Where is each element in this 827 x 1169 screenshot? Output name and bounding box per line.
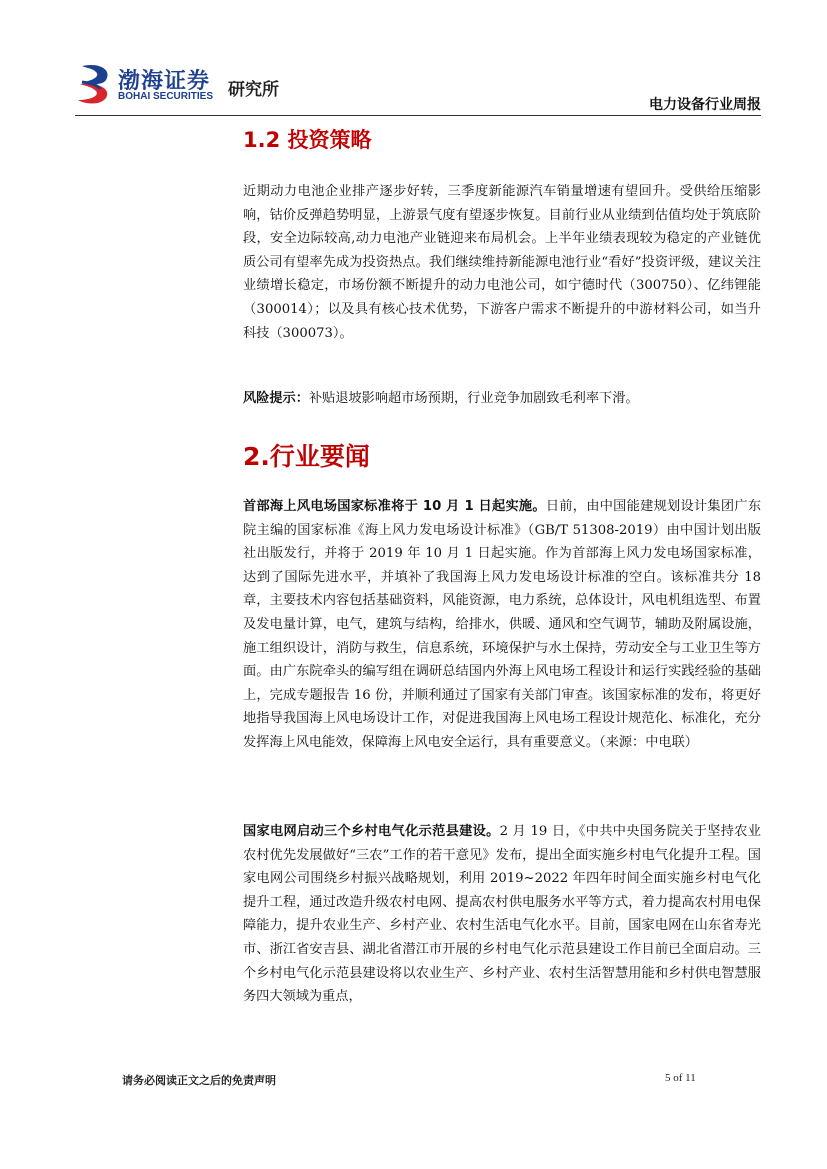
page-number: 5 of 11 — [665, 1072, 696, 1084]
section-heading-investment-strategy: 1.2 投资策略 — [243, 128, 372, 152]
news-item — [243, 820, 761, 1009]
investment-strategy-paragraph: 近期动力电池企业排产逐步好转，三季度新能源汽车销量增速有望回升。受供给压缩影响，钴价反弹趋势明显，上游景气度有望逐步恢复。目前行业从业绩到估值均处于筑底阶段，安全边际较高,动力电池产业链迎来布局机会。上半年业绩表现较为稳定的产业链优质公司有望率先成为投资热点。我们继续维持新能源电池行业“看好”投资评级，建议关注业绩增长稳定，市场份额不断提升的动力电池公司，如宁德时代（300750）、亿纬锂能（300014）；以及具有核心技术优势，下游客户需求不断提升的中游材料公司，如当升科技（300073）。 — [243, 184, 761, 341]
institute-label: 研究所 — [228, 80, 279, 100]
news-item — [243, 495, 761, 755]
risk-warning-paragraph — [243, 387, 761, 411]
logo-chinese-name: 渤海证券 — [118, 68, 211, 94]
footer-disclaimer: 请务必阅读正文之后的免责声明 — [122, 1074, 276, 1087]
news-headline: 国家电网启动三个乡村电气化示范县建设。 — [243, 824, 500, 839]
risk-warning-text: 补贴退坡影响超市场预期，行业竞争加剧致毛利率下滑。 — [308, 391, 639, 406]
risk-warning-label: 风险提示： — [243, 391, 309, 406]
news-headline: 首部海上风电场国家标准将于 10 月 1 日起实施。 — [243, 499, 546, 514]
report-title: 电力设备行业周报 — [649, 97, 761, 113]
logo-english-name: BOHAI SECURITIES — [118, 91, 214, 102]
section-heading-industry-news: 2.行业要闻 — [243, 442, 370, 471]
news-body: 2 月 19 日，《中共中央国务院关于坚持农业农村优先发展做好“三农”工作的若干意见》发布，提出全面实施乡村电气化提升工程。国家电网公司围绕乡村振兴战略规划，利用 2019~2022 年四年时间全面实施乡村电气化提升工程，通过改造升级农村电网、提高农村供电服务水平等方式，着力提高农村用电保障能力，提升农业生产、乡村产业、农村生活电气化水平。目前，国家电网在山东省寿光市、浙江省安吉县、湖北省潜江市开展的乡村电气化示范县建设工作目前已全面启动。三个乡村电气化示范县建设将以农业生产、乡村产业、农村生活智慧用能和乡村供电智慧服务四大领域为重点， — [243, 824, 761, 1005]
bohai-logo-icon — [76, 62, 116, 106]
news-body: 日前，由中国能建规划设计集团广东院主编的国家标准《海上风力发电场设计标准》（GB/T 51308-2019）由中国计划出版社出版发行，并将于 2019 年 10 月 1 日起实施。作为首部海上风力发电场国家标准，达到了国际先进水平，并填补了我国海上风力发电场设计标准的空白。该标准共分 18 章，主要技术内容包括基础资料，风能资源，电力系统，总体设计，风电机组选型、布置及发电量计算，电气，建筑与结构，给排水，供暖、通风和空气调节，辅助及附属设施，施工组织设计，消防与救生，信息系统，环境保护与水土保持，劳动安全与工业卫生等方面。由广东院牵头的编写组在调研总结国内外海上风电场工程设计和运行实践经验的基础上，完成专题报告 16 份，并顺利通过了国家有关部门审查。该国家标准的发布，将更好地指导我国海上风电场设计工作，对促进我国海上风电场工程设计规范化、标准化，充分发挥海上风电能效，保障海上风电安全运行，具有重要意义。（来源：中电联） — [243, 499, 762, 750]
header-divider — [75, 115, 761, 116]
